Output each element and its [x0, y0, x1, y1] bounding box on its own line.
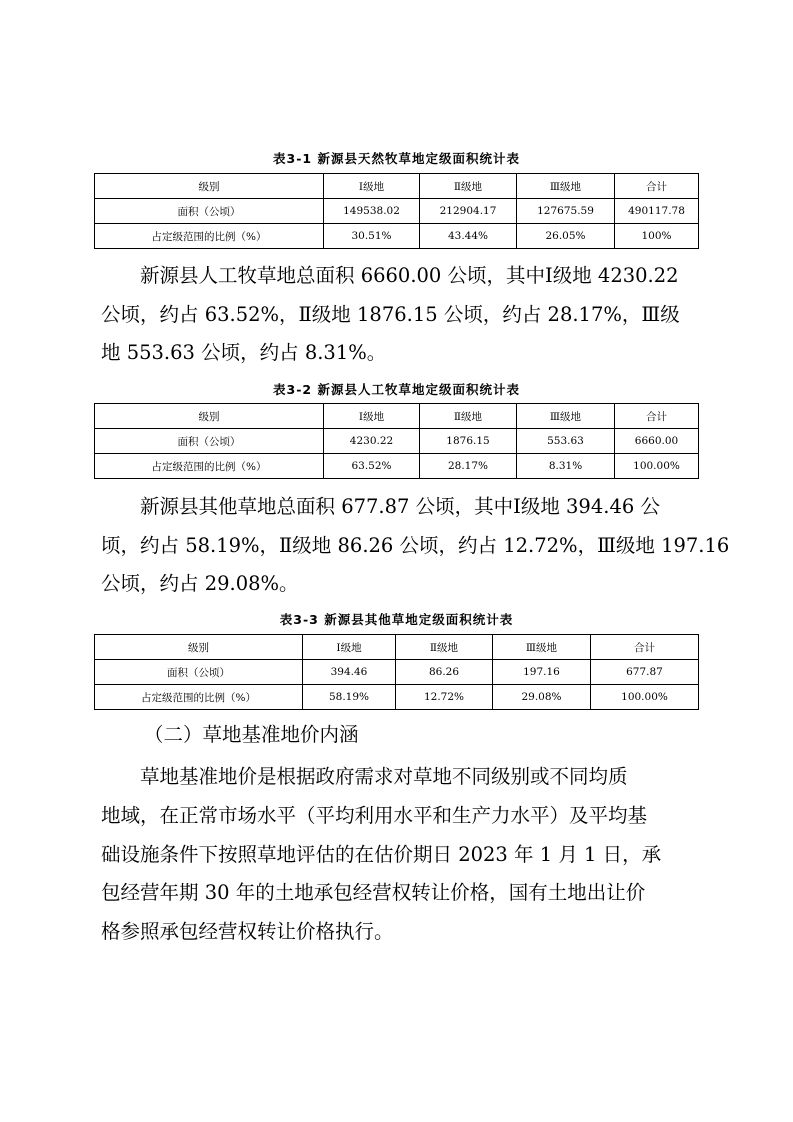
- table-3-3-caption: 表3-3 新源县其他草地定级面积统计表: [279, 612, 514, 627]
- table-cell: 30.51%: [324, 224, 420, 249]
- header-cell: 合计: [615, 174, 699, 199]
- paragraph-base-land-price: [101, 758, 697, 952]
- table-3-2-caption: 表3-2 新源县人工牧草地定级面积统计表: [273, 382, 520, 397]
- table-cell: 29.08%: [493, 685, 591, 710]
- table-cell: 12.72%: [396, 685, 493, 710]
- table-row: [95, 199, 699, 224]
- table-cell: 面积（公顷）: [95, 660, 303, 685]
- table-cell: 1876.15: [420, 429, 517, 454]
- header-cell: Ⅲ级地: [493, 635, 591, 660]
- table-row: [95, 224, 699, 249]
- paragraph-other-grassland: [101, 488, 730, 604]
- paragraph-line: 地 553.63 公顷，约占 8.31%。: [101, 341, 387, 364]
- header-cell: Ⅰ级地: [324, 404, 420, 429]
- paragraph-line: 础设施条件下按照草地评估的在估价期日 2023 年 1 月 1 日，承: [101, 842, 662, 866]
- paragraph-line: 公顷，约占 29.08%。: [101, 572, 299, 595]
- table-cell: 占定级范围的比例（%）: [95, 224, 324, 249]
- table-cell: 677.87: [591, 660, 699, 685]
- paragraph-artificial-grassland: [101, 257, 697, 373]
- table-header-row: [95, 635, 699, 660]
- table-cell: 28.17%: [420, 454, 517, 479]
- table-3-3: [94, 634, 699, 710]
- paragraph-line: 格参照承包经营权转让价格执行。: [101, 920, 394, 944]
- table-cell: 8.31%: [517, 454, 615, 479]
- table-row: [95, 429, 699, 454]
- table-cell: 197.16: [493, 660, 591, 685]
- table-row: [95, 454, 699, 479]
- table-cell: 面积（公顷）: [95, 199, 324, 224]
- header-cell: Ⅲ级地: [517, 174, 615, 199]
- table-cell: 490117.78: [615, 199, 699, 224]
- table-cell: 58.19%: [303, 685, 396, 710]
- header-cell: Ⅰ级地: [324, 174, 420, 199]
- table-header-row: [95, 174, 699, 199]
- table-3-2: [94, 403, 699, 479]
- header-cell: 级别: [95, 404, 324, 429]
- table-cell: 63.52%: [324, 454, 420, 479]
- table-cell: 占定级范围的比例（%）: [95, 685, 303, 710]
- table-row: [95, 660, 699, 685]
- table-3-1-caption: 表3-1 新源县天然牧草地定级面积统计表: [273, 151, 520, 166]
- table-3-1: [94, 173, 699, 249]
- paragraph-line: 包经营年期 30 年的土地承包经营权转让价格，国有土地出让价: [101, 881, 646, 905]
- table-cell: 4230.22: [324, 429, 420, 454]
- header-cell: Ⅱ级地: [420, 404, 517, 429]
- table-cell: 86.26: [396, 660, 493, 685]
- table-cell: 149538.02: [324, 199, 420, 224]
- table-cell: 6660.00: [615, 429, 699, 454]
- header-cell: 级别: [95, 635, 303, 660]
- table-header-row: [95, 404, 699, 429]
- paragraph-line: 地域，在正常市场水平（平均利用水平和生产力水平）及平均基: [101, 803, 648, 827]
- header-cell: 级别: [95, 174, 324, 199]
- table-cell: 面积（公顷）: [95, 429, 324, 454]
- section-heading: （二）草地基准地价内涵: [144, 723, 359, 746]
- table-cell: 212904.17: [420, 199, 517, 224]
- paragraph-line: 新源县人工牧草地总面积 6660.00 公顷，其中Ⅰ级地 4230.22: [101, 264, 679, 287]
- header-cell: Ⅲ级地: [517, 404, 615, 429]
- header-cell: Ⅱ级地: [396, 635, 493, 660]
- paragraph-line: 公顷，约占 63.52%，Ⅱ级地 1876.15 公顷，约占 28.17%，Ⅲ级: [101, 302, 680, 326]
- table-cell: 100.00%: [615, 454, 699, 479]
- header-cell: 合计: [615, 404, 699, 429]
- table-cell: 占定级范围的比例（%）: [95, 454, 324, 479]
- header-cell: Ⅱ级地: [420, 174, 517, 199]
- table-cell: 26.05%: [517, 224, 615, 249]
- header-cell: 合计: [591, 635, 699, 660]
- table-cell: 43.44%: [420, 224, 517, 249]
- table-cell: 100%: [615, 224, 699, 249]
- paragraph-line: 新源县其他草地总面积 677.87 公顷，其中Ⅰ级地 394.46 公: [101, 495, 660, 518]
- table-cell: 553.63: [517, 429, 615, 454]
- header-cell: Ⅰ级地: [303, 635, 396, 660]
- table-cell: 100.00%: [591, 685, 699, 710]
- paragraph-line: 草地基准地价是根据政府需求对草地不同级别或不同均质: [101, 765, 628, 788]
- table-cell: 394.46: [303, 660, 396, 685]
- table-row: [95, 685, 699, 710]
- table-cell: 127675.59: [517, 199, 615, 224]
- paragraph-line: 顷，约占 58.19%，Ⅱ级地 86.26 公顷，约占 12.72%，Ⅲ级地 197.16: [101, 533, 730, 557]
